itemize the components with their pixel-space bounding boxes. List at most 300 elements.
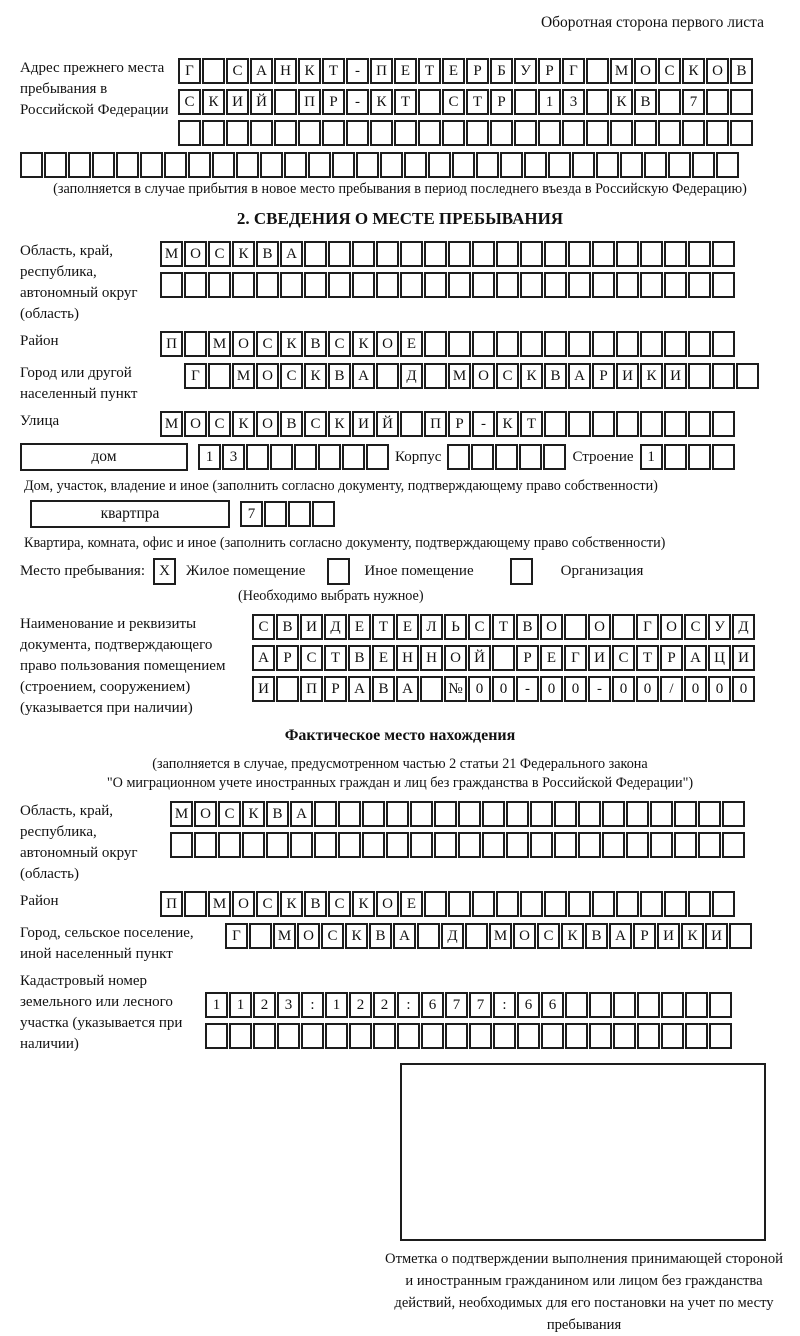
section2-gorod-label: Город или другой населенный пункт	[20, 365, 138, 402]
char-cell	[664, 444, 687, 470]
char-cell	[380, 152, 403, 178]
char-cell	[616, 411, 639, 437]
fact-gorod-label: Город, сельское поселение, иной населенный пункт	[20, 925, 194, 962]
section2-raion-block	[20, 331, 780, 357]
char-cell	[246, 444, 269, 470]
char-cell: Т	[324, 645, 347, 671]
char-cell	[712, 241, 735, 267]
char-cell: Д	[400, 363, 423, 389]
char-cell: М	[232, 363, 255, 389]
char-cell: К	[610, 89, 633, 115]
char-cell: 1	[325, 992, 348, 1018]
char-cell: Р	[466, 58, 489, 84]
char-cell	[541, 1023, 564, 1049]
char-cell: Р	[538, 58, 561, 84]
char-cell: В	[304, 891, 327, 917]
char-cell: Р	[324, 676, 347, 702]
char-cell	[264, 501, 287, 527]
char-cell	[202, 58, 225, 84]
char-cell: И	[616, 363, 639, 389]
section2-oblast-label: Область, край, республика, автономный округ (область)	[20, 243, 138, 322]
fact-oblast-row-2	[170, 832, 745, 858]
char-cell	[530, 832, 553, 858]
char-cell	[520, 272, 543, 298]
char-cell: Р	[660, 645, 683, 671]
char-cell	[589, 1023, 612, 1049]
char-cell	[164, 152, 187, 178]
char-cell	[664, 241, 687, 267]
section2-oblast-row-2	[160, 272, 735, 298]
char-cell	[637, 1023, 660, 1049]
char-cell: В	[266, 801, 289, 827]
char-cell	[290, 832, 313, 858]
char-cell: Р	[276, 645, 299, 671]
char-cell	[68, 152, 91, 178]
char-cell: М	[208, 331, 231, 357]
stroenie-cells	[640, 444, 735, 470]
fact-kadastr-row-1	[205, 992, 732, 1018]
char-cell	[493, 1023, 516, 1049]
char-cell: 2	[373, 992, 396, 1018]
char-cell	[602, 801, 625, 827]
char-cell: 0	[732, 676, 755, 702]
char-cell: Й	[376, 411, 399, 437]
char-cell: Е	[540, 645, 563, 671]
char-cell: :	[493, 992, 516, 1018]
char-cell	[592, 891, 615, 917]
char-cell	[140, 152, 163, 178]
char-cell	[564, 614, 587, 640]
char-cell	[260, 152, 283, 178]
char-cell: О	[184, 241, 207, 267]
char-cell	[664, 411, 687, 437]
char-cell: С	[256, 331, 279, 357]
char-cell	[20, 152, 43, 178]
char-cell	[658, 120, 681, 146]
char-cell: Р	[448, 411, 471, 437]
korpus-label: Корпус	[395, 449, 442, 465]
char-cell	[565, 1023, 588, 1049]
char-cell: Т	[492, 614, 515, 640]
char-cell	[692, 152, 715, 178]
char-cell: Е	[400, 891, 423, 917]
char-cell	[465, 923, 488, 949]
char-cell	[226, 120, 249, 146]
char-cell	[640, 241, 663, 267]
char-cell: С	[218, 801, 241, 827]
char-cell	[668, 152, 691, 178]
char-cell	[517, 1023, 540, 1049]
char-cell: 3	[277, 992, 300, 1018]
char-cell: К	[370, 89, 393, 115]
char-cell: Н	[274, 58, 297, 84]
char-cell	[613, 992, 636, 1018]
char-cell	[496, 891, 519, 917]
char-cell: О	[376, 331, 399, 357]
char-cell: А	[393, 923, 416, 949]
char-cell: С	[684, 614, 707, 640]
char-cell	[448, 891, 471, 917]
char-cell: 1	[640, 444, 663, 470]
char-cell	[661, 1023, 684, 1049]
char-cell: 2	[253, 992, 276, 1018]
char-cell	[304, 272, 327, 298]
char-cell: С	[178, 89, 201, 115]
char-cell	[578, 832, 601, 858]
char-cell	[424, 891, 447, 917]
char-cell	[640, 272, 663, 298]
char-cell	[270, 444, 293, 470]
char-cell: Г	[225, 923, 248, 949]
char-cell	[472, 272, 495, 298]
char-cell: А	[280, 241, 303, 267]
char-cell: А	[348, 676, 371, 702]
char-cell	[586, 58, 609, 84]
char-cell: А	[609, 923, 632, 949]
char-cell	[543, 444, 566, 470]
char-cell: П	[424, 411, 447, 437]
char-cell	[640, 891, 663, 917]
char-cell: :	[301, 992, 324, 1018]
char-cell: 1	[198, 444, 221, 470]
char-cell	[544, 891, 567, 917]
char-cell: С	[468, 614, 491, 640]
section2-oblast-block	[20, 241, 780, 325]
fact-oblast-row-1	[170, 801, 745, 827]
char-cell: П	[298, 89, 321, 115]
char-cell: Е	[372, 645, 395, 671]
char-cell	[342, 444, 365, 470]
char-cell: К	[298, 58, 321, 84]
char-cell: А	[352, 363, 375, 389]
char-cell	[664, 272, 687, 298]
char-cell	[688, 272, 711, 298]
document-row-2	[252, 645, 755, 671]
char-cell	[447, 444, 470, 470]
char-cell	[178, 120, 201, 146]
char-cell: О	[232, 331, 255, 357]
char-cell: И	[352, 411, 375, 437]
char-cell: -	[588, 676, 611, 702]
char-cell: О	[256, 363, 279, 389]
char-cell: 6	[517, 992, 540, 1018]
char-cell: 7	[682, 89, 705, 115]
char-cell: О	[444, 645, 467, 671]
char-cell	[184, 331, 207, 357]
char-cell	[565, 992, 588, 1018]
char-cell: О	[706, 58, 729, 84]
char-cell	[506, 801, 529, 827]
char-cell	[736, 363, 759, 389]
char-cell	[472, 241, 495, 267]
char-cell	[658, 89, 681, 115]
char-cell: Д	[324, 614, 347, 640]
char-cell	[386, 832, 409, 858]
char-cell: Й	[250, 89, 273, 115]
char-cell	[205, 1023, 228, 1049]
char-cell: С	[328, 331, 351, 357]
checkbox-inoe	[327, 558, 350, 585]
char-cell	[688, 241, 711, 267]
char-cell: С	[328, 891, 351, 917]
char-cell: М	[489, 923, 512, 949]
char-cell	[568, 241, 591, 267]
char-cell: -	[472, 411, 495, 437]
char-cell: -	[346, 89, 369, 115]
char-cell	[276, 676, 299, 702]
char-cell	[410, 832, 433, 858]
char-cell	[578, 801, 601, 827]
char-cell	[256, 272, 279, 298]
stamp-note: Отметка о подтверждении выполнения принимающей стороной и иностранным гражданином или лицом без гражданства действий, необходимых для его постановки на учет по месту пребывания	[385, 1251, 783, 1333]
char-cell: П	[300, 676, 323, 702]
fact-raion-row	[160, 891, 735, 917]
char-cell	[506, 832, 529, 858]
char-cell	[706, 89, 729, 115]
char-cell	[236, 152, 259, 178]
char-cell: К	[304, 363, 327, 389]
fact-kadastr-block	[20, 971, 780, 1055]
char-cell	[448, 272, 471, 298]
char-cell	[424, 272, 447, 298]
char-cell: М	[610, 58, 633, 84]
char-cell: 3	[562, 89, 585, 115]
char-cell: Л	[420, 614, 443, 640]
char-cell	[417, 923, 440, 949]
char-cell: 0	[468, 676, 491, 702]
char-cell	[386, 801, 409, 827]
char-cell: 0	[564, 676, 587, 702]
char-cell	[472, 331, 495, 357]
char-cell	[194, 832, 217, 858]
char-cell: И	[664, 363, 687, 389]
char-cell: М	[448, 363, 471, 389]
char-cell	[448, 331, 471, 357]
char-cell	[458, 832, 481, 858]
char-cell	[424, 331, 447, 357]
zhiloe-label: Жилое помещение	[186, 563, 306, 579]
char-cell: С	[252, 614, 275, 640]
char-cell	[352, 272, 375, 298]
char-cell	[376, 241, 399, 267]
char-cell	[640, 331, 663, 357]
char-cell	[698, 832, 721, 858]
char-cell	[370, 120, 393, 146]
char-cell	[616, 891, 639, 917]
char-cell: М	[170, 801, 193, 827]
char-cell	[116, 152, 139, 178]
char-cell: Т	[636, 645, 659, 671]
char-cell	[626, 801, 649, 827]
char-cell	[688, 411, 711, 437]
char-cell	[400, 241, 423, 267]
char-cell	[568, 331, 591, 357]
char-cell	[242, 832, 265, 858]
char-cell: Р	[516, 645, 539, 671]
document-row-3	[252, 676, 755, 702]
char-cell	[685, 992, 708, 1018]
prev-address-row-3	[178, 120, 753, 146]
char-cell	[634, 120, 657, 146]
char-cell	[688, 891, 711, 917]
mesto-row	[20, 557, 780, 585]
char-cell	[554, 801, 577, 827]
char-cell	[495, 444, 518, 470]
char-cell	[712, 331, 735, 357]
kvartira-row	[20, 500, 780, 528]
char-cell	[620, 152, 643, 178]
char-cell	[160, 272, 183, 298]
char-cell: И	[657, 923, 680, 949]
char-cell	[288, 501, 311, 527]
char-cell	[496, 331, 519, 357]
fact-note-1: (заполняется в случае, предусмотренном частью 2 статьи 21 Федерального закона	[152, 756, 648, 772]
char-cell: О	[634, 58, 657, 84]
char-cell: Т	[520, 411, 543, 437]
char-cell	[626, 832, 649, 858]
char-cell	[674, 801, 697, 827]
char-cell	[476, 152, 499, 178]
char-cell: В	[585, 923, 608, 949]
char-cell	[420, 676, 443, 702]
char-cell	[730, 120, 753, 146]
prev-address-label: Адрес прежнего места пребывания в Российской Федерации	[20, 60, 169, 118]
char-cell	[253, 1023, 276, 1049]
char-cell	[482, 801, 505, 827]
char-cell	[514, 89, 537, 115]
char-cell: Р	[490, 89, 513, 115]
char-cell	[250, 120, 273, 146]
char-cell	[373, 1023, 396, 1049]
char-cell: Н	[396, 645, 419, 671]
char-cell: О	[472, 363, 495, 389]
char-cell	[514, 120, 537, 146]
char-cell	[682, 120, 705, 146]
char-cell: М	[273, 923, 296, 949]
char-cell: Ц	[708, 645, 731, 671]
char-cell	[280, 272, 303, 298]
char-cell	[397, 1023, 420, 1049]
char-cell	[424, 363, 447, 389]
section2-title: 2. СВЕДЕНИЯ О МЕСТЕ ПРЕБЫВАНИЯ	[236, 209, 564, 228]
char-cell	[434, 832, 457, 858]
char-cell: О	[297, 923, 320, 949]
char-cell	[661, 992, 684, 1018]
char-cell	[496, 272, 519, 298]
dom-cells	[198, 444, 389, 470]
char-cell	[394, 120, 417, 146]
char-cell: И	[226, 89, 249, 115]
char-cell	[482, 832, 505, 858]
fact-oblast-label: Область, край, республика, автономный округ (область)	[20, 803, 138, 882]
char-cell: Р	[322, 89, 345, 115]
char-cell: К	[682, 58, 705, 84]
char-cell	[274, 89, 297, 115]
char-cell	[592, 331, 615, 357]
char-cell	[274, 120, 297, 146]
prev-address-row-4	[20, 152, 780, 178]
char-cell	[328, 241, 351, 267]
char-cell: С	[442, 89, 465, 115]
char-cell: С	[280, 363, 303, 389]
kvartira-box: квартпра	[30, 500, 230, 528]
char-cell: И	[300, 614, 323, 640]
char-cell	[568, 272, 591, 298]
char-cell: К	[232, 411, 255, 437]
char-cell: С	[300, 645, 323, 671]
char-cell	[301, 1023, 324, 1049]
char-cell: 0	[684, 676, 707, 702]
char-cell	[712, 444, 735, 470]
char-cell: С	[208, 241, 231, 267]
char-cell	[308, 152, 331, 178]
char-cell: 0	[708, 676, 731, 702]
char-cell	[640, 411, 663, 437]
inoe-label: Иное помещение	[364, 563, 474, 579]
char-cell	[688, 363, 711, 389]
char-cell	[616, 241, 639, 267]
fact-raion-label: Район	[20, 893, 59, 909]
char-cell	[249, 923, 272, 949]
char-cell	[434, 801, 457, 827]
char-cell	[458, 801, 481, 827]
char-cell: В	[256, 241, 279, 267]
char-cell: А	[396, 676, 419, 702]
char-cell	[730, 89, 753, 115]
char-cell: А	[250, 58, 273, 84]
char-cell: М	[208, 891, 231, 917]
char-cell	[709, 992, 732, 1018]
char-cell: К	[202, 89, 225, 115]
char-cell: №	[444, 676, 467, 702]
char-cell: Е	[400, 331, 423, 357]
char-cell	[466, 120, 489, 146]
char-cell	[548, 152, 571, 178]
char-cell	[490, 120, 513, 146]
char-cell	[712, 272, 735, 298]
document-block	[20, 614, 780, 719]
char-cell	[314, 801, 337, 827]
char-cell	[202, 120, 225, 146]
char-cell: И	[588, 645, 611, 671]
page-side-note: Оборотная сторона первого листа	[540, 14, 764, 31]
char-cell	[376, 272, 399, 298]
char-cell: В	[276, 614, 299, 640]
char-cell: К	[496, 411, 519, 437]
char-cell: 0	[540, 676, 563, 702]
char-cell: К	[280, 331, 303, 357]
char-cell: 0	[612, 676, 635, 702]
stamp-box	[400, 1063, 766, 1241]
char-cell	[674, 832, 697, 858]
char-cell: К	[520, 363, 543, 389]
char-cell	[520, 331, 543, 357]
char-cell: К	[242, 801, 265, 827]
fact-gorod-row	[225, 923, 752, 949]
char-cell: 0	[492, 676, 515, 702]
char-cell	[418, 120, 441, 146]
char-cell	[592, 272, 615, 298]
char-cell	[445, 1023, 468, 1049]
char-cell	[586, 89, 609, 115]
char-cell: Т	[418, 58, 441, 84]
char-cell	[664, 331, 687, 357]
char-cell: Т	[322, 58, 345, 84]
char-cell	[188, 152, 211, 178]
char-cell	[602, 832, 625, 858]
char-cell	[520, 891, 543, 917]
char-cell	[637, 992, 660, 1018]
